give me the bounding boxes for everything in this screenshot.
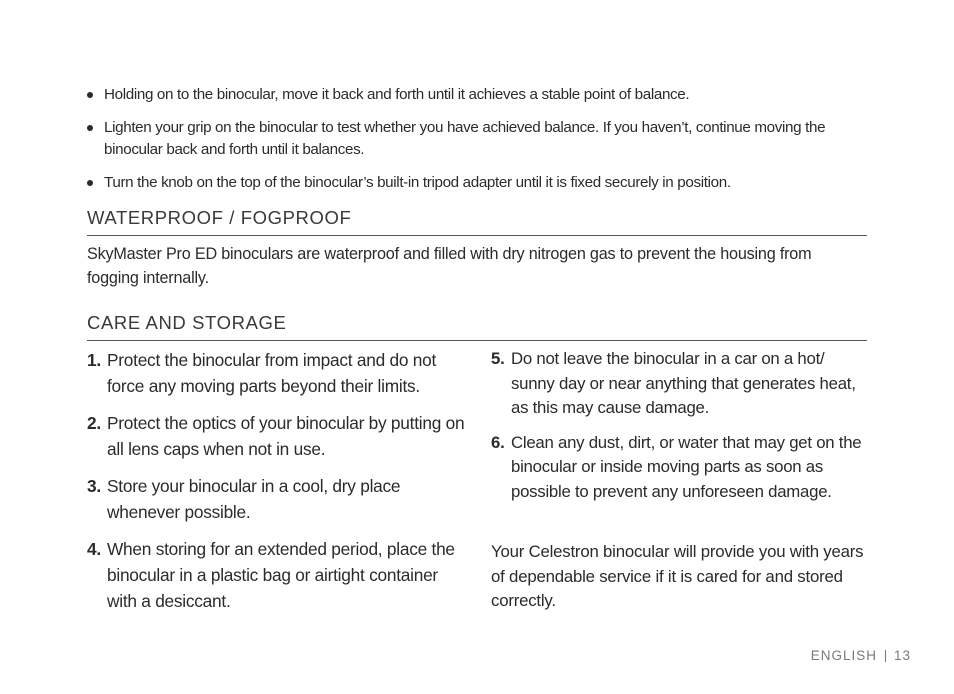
item-text: Protect the binocular from impact and do not force any moving parts beyond their limits. [107,350,437,396]
bullet-item [87,117,867,161]
footer-language: ENGLISH [810,648,877,663]
bullet-text: Turn the knob on the top of the binocular’s built-in tripod adapter until it is fixed securely in position. [104,174,731,191]
item-number: 3. [87,476,101,496]
care-list-left-column [87,347,472,625]
page-footer [811,648,911,663]
care-list-item [87,536,472,614]
bullet-icon [87,180,93,186]
care-list-item [491,431,871,505]
item-number: 2. [87,413,101,433]
item-number: 5. [491,349,505,368]
bullet-item [87,172,867,194]
care-storage-heading: CARE AND STORAGE [87,312,867,341]
page-number: 13 [893,648,911,663]
bullet-item [87,84,867,106]
item-text: Store your binocular in a cool, dry place whenever possible. [107,476,401,522]
item-text: Protect the optics of your binocular by putting on all lens caps when not in use. [107,413,465,459]
waterproof-heading: WATERPROOF / FOGPROOF [87,207,867,236]
item-number: 6. [491,432,505,452]
care-list-right-column [491,347,871,514]
care-list-item [87,410,472,462]
item-text: Do not leave the binocular in a car on a hot/ sunny day or near anything that generates heat, as this may cause damage. [511,349,856,417]
item-number: 4. [87,539,101,559]
item-text: Clean any dust, dirt, or water that may get on the binocular or inside moving parts as soon as possible to prevent any unforeseen damage. [511,432,862,501]
item-text: When storing for an extended period, place the binocular in a plastic bag or airtight container with a desiccant. [107,539,455,611]
care-list-item [491,347,871,421]
waterproof-paragraph: SkyMaster Pro ED binoculars are waterproof and filled with dry nitrogen gas to prevent the housing from fogging internally. [87,245,812,287]
closing-paragraph: Your Celestron binocular will provide you with years of dependable service if it is cared for and stored correctly. [491,542,864,610]
care-list-item [87,347,472,399]
bullet-icon [87,92,93,98]
care-list-item [87,473,472,525]
balance-bullet-list [87,84,867,205]
item-number: 1. [87,350,101,370]
bullet-text: Lighten your grip on the binocular to test whether you have achieved balance. If you haven’t, continue moving the binocular back and forth until it balances. [104,119,826,158]
bullet-icon [87,125,93,131]
footer-divider [885,650,886,662]
bullet-text: Holding on to the binocular, move it back and forth until it achieves a stable point of balance. [104,86,690,103]
